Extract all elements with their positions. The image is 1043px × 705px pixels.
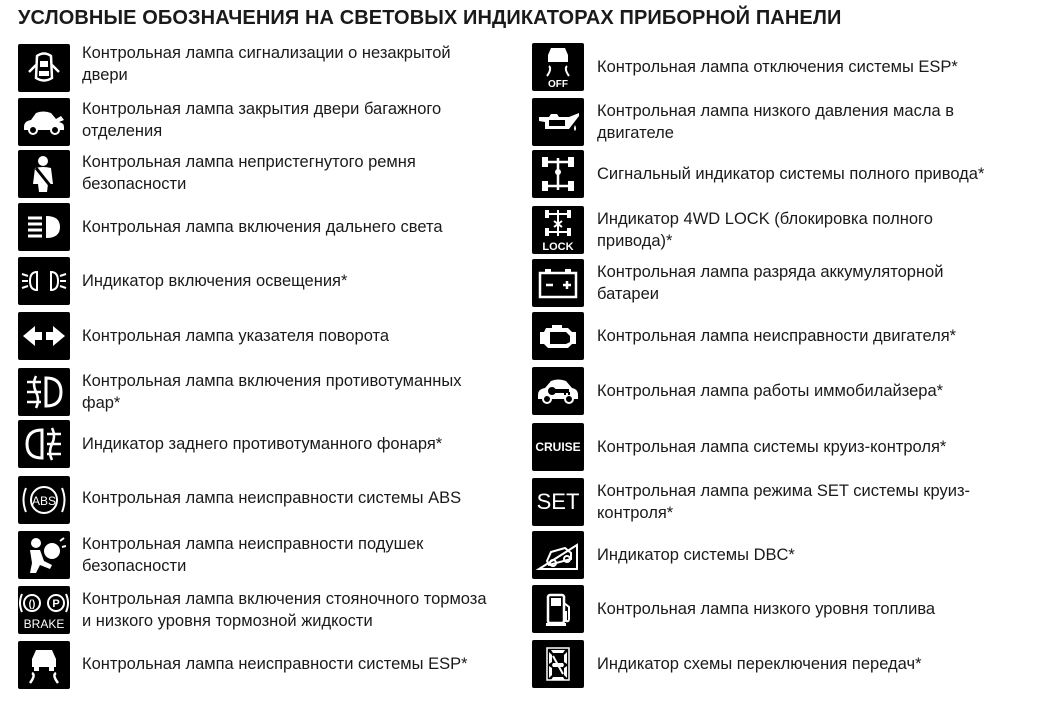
item-label-line: Контрольная лампа включения дальнего света [82,218,443,236]
front-fog-icon [18,368,70,416]
item-label-line: Контрольная лампа отключения системы ESP* [597,58,958,76]
trunk-open-icon [18,98,70,146]
item-label-line: Контрольная лампа режима SET системы круиз- [597,482,971,500]
battery-icon [532,259,584,307]
item-label-line: Контрольная лампа низкого давления масла в [597,102,954,120]
item-label-line: Контрольная лампа указателя поворота [82,327,390,345]
item-label-line: привода)* [597,232,673,250]
brake-icon [18,586,70,634]
high-beam-icon [18,203,70,251]
turn-signal-icon [18,312,70,360]
item-label-line: Контрольная лампа сигнализации о незакрытой [82,44,451,62]
item-label-line: безопасности [82,175,187,193]
seatbelt-icon [18,150,70,198]
rear-fog-icon [18,420,70,468]
open-door-icon [18,44,70,92]
set-icon [532,478,584,526]
item-label-line: двери [82,66,128,84]
item-label-line: Индикатор заднего противотуманного фонаря* [82,435,443,453]
item-label-line: Индикатор системы DBC* [597,546,795,564]
item-label-line: Контрольная лампа неисправности двигателя* [597,327,957,345]
svg-text:(): () [28,599,36,610]
item-label-line: безопасности [82,557,187,575]
item-label-line: двигателе [597,124,674,142]
item-label-line: Индикатор схемы переключения передач* [597,655,922,673]
4wd-lock-icon [532,206,584,254]
item-label-line: Контрольная лампа неисправности системы ESP* [82,655,468,673]
item-label-line: и низкого уровня тормозной жидкости [82,612,373,630]
item-label-line: Сигнальный индикатор системы полного привода* [597,165,985,183]
4wd-icon [532,150,584,198]
item-label-line: Контрольная лампа закрытия двери багажного [82,100,442,118]
esp-icon [18,641,70,689]
set-icon-text: SET [536,489,580,514]
4wd-lock-icon-text: LOCK [542,241,574,253]
esp-off-icon-text: OFF [548,79,568,90]
esp-off-icon [532,43,584,91]
item-label-line: контроля* [597,504,674,522]
low-fuel-icon [532,585,584,633]
brake-icon-text: BRAKE [23,617,65,631]
item-label-line: Контрольная лампа непристегнутого ремня [82,153,416,171]
item-label-line: Контрольная лампа работы иммобилайзера* [597,382,944,400]
check-engine-icon [532,312,584,360]
item-label-line: Контрольная лампа включения стояночного тормоза [82,590,487,608]
item-label-line: отделения [82,122,163,140]
item-label-line: Контрольная лампа неисправности системы ABS [82,489,462,507]
item-label-line: Индикатор 4WD LOCK (блокировка полного [597,210,933,228]
position-lights-icon [18,257,70,305]
abs-icon-text: ABS [31,494,57,508]
item-label-line: Контрольная лампа системы круиз-контроля* [597,438,947,456]
item-label-line: Контрольная лампа включения противотуманных [82,372,462,390]
item-label-line: фар* [82,394,121,412]
gear-shift-icon [532,640,584,688]
item-label-line: Контрольная лампа разряда аккумуляторной [597,263,944,281]
airbag-icon [18,531,70,579]
item-label-line: Контрольная лампа низкого уровня топлива [597,600,936,618]
item-label-line: Контрольная лампа неисправности подушек [82,535,424,553]
oil-pressure-icon [532,98,584,146]
item-label-line: Индикатор включения освещения* [82,272,348,290]
svg-text:P: P [52,598,60,610]
dbc-icon [532,531,584,579]
cruise-icon [532,423,584,471]
page-title: УСЛОВНЫЕ ОБОЗНАЧЕНИЯ НА СВЕТОВЫХ ИНДИКАТОРАХ ПРИБОРНОЙ ПАНЕЛИ [18,7,842,29]
abs-icon [18,476,70,524]
immobilizer-icon [532,367,584,415]
cruise-icon-text: CRUISE [535,440,581,454]
item-label-line: батареи [597,285,660,303]
